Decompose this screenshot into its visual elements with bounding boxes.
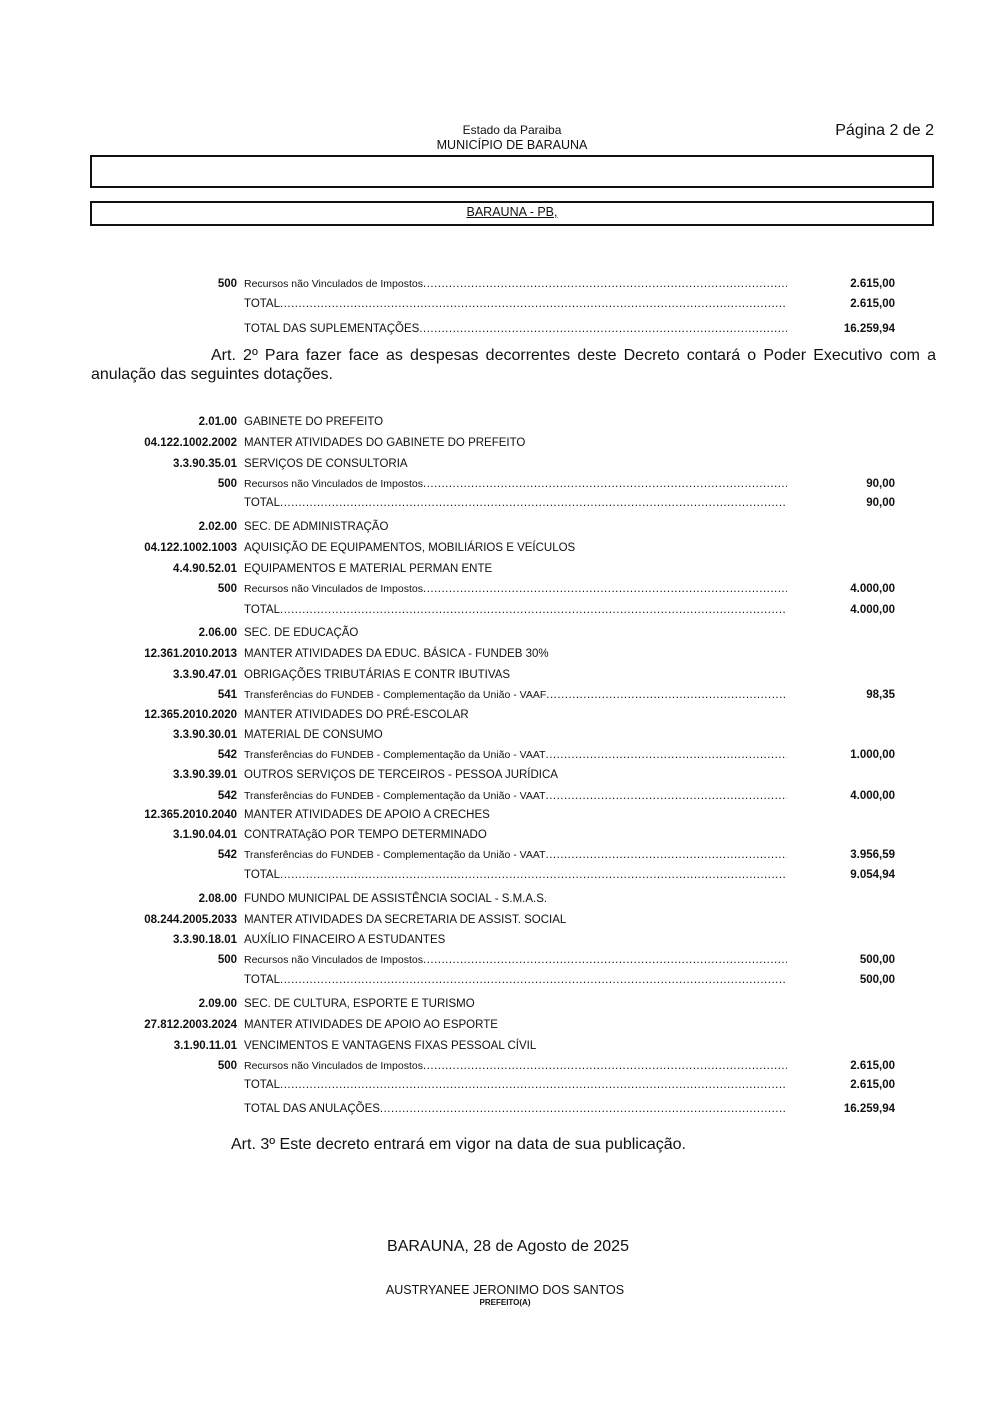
budget-description: OUTROS SERVIÇOS DE TERCEIROS - PESSOA JURÍDICA xyxy=(244,769,558,781)
budget-code: 3.3.90.30.01 xyxy=(173,729,237,741)
budget-description xyxy=(244,601,787,619)
budget-code: 542 xyxy=(217,790,237,802)
budget-code: 2.09.00 xyxy=(198,998,237,1010)
budget-description: CONTRATAçãO POR TEMPO DETERMINADO xyxy=(244,829,487,841)
dot-leader xyxy=(380,1100,787,1118)
budget-description: SEC. DE ADMINISTRAÇÃO xyxy=(244,521,389,533)
budget-row xyxy=(0,726,1000,744)
budget-amount: 16.259,94 xyxy=(843,1103,895,1115)
budget-code: 12.365.2010.2020 xyxy=(144,709,237,721)
budget-description-text: TOTAL xyxy=(244,974,280,986)
budget-row xyxy=(0,846,1000,864)
budget-description xyxy=(244,971,787,989)
budget-amount: 3.956,59 xyxy=(850,849,895,861)
dot-leader xyxy=(546,746,787,764)
budget-row xyxy=(0,413,1000,431)
budget-code: 500 xyxy=(217,583,237,595)
budget-description-text: TOTAL xyxy=(244,1079,280,1091)
budget-description: VENCIMENTOS E VANTAGENS FIXAS PESSOAL CÍVIL xyxy=(244,1040,537,1052)
budget-code: 500 xyxy=(217,954,237,966)
budget-amount: 90,00 xyxy=(866,497,895,509)
budget-row xyxy=(0,475,1000,493)
budget-description xyxy=(244,686,787,704)
budget-row xyxy=(0,494,1000,512)
budget-row xyxy=(0,911,1000,929)
budget-description-text: TOTAL DAS ANULAÇÕES xyxy=(244,1103,380,1115)
budget-row xyxy=(0,995,1000,1013)
budget-amount: 4.000,00 xyxy=(850,583,895,595)
budget-row xyxy=(0,624,1000,642)
budget-amount: 2.615,00 xyxy=(850,1060,895,1072)
header-box xyxy=(90,155,934,188)
budget-description: GABINETE DO PREFEITO xyxy=(244,416,384,428)
budget-code: 04.122.1002.1003 xyxy=(144,542,237,554)
signature-name: AUSTRYANEE JERONIMO DOS SANTOS xyxy=(385,1283,625,1297)
budget-row xyxy=(0,706,1000,724)
budget-row xyxy=(0,971,1000,989)
budget-description-text: Transferências do FUNDEB - Complementação da União - VAAF xyxy=(244,689,547,701)
budget-row xyxy=(0,518,1000,536)
budget-description-text: Transferências do FUNDEB - Complementação da União - VAAT xyxy=(244,790,546,802)
budget-description-text: Recursos não Vinculados de Impostos xyxy=(244,954,423,966)
budget-code: 3.3.90.39.01 xyxy=(173,769,237,781)
dot-leader xyxy=(423,475,787,493)
budget-description-text: Recursos não Vinculados de Impostos xyxy=(244,278,423,290)
budget-code: 3.3.90.35.01 xyxy=(173,458,237,470)
budget-code: 27.812.2003.2024 xyxy=(144,1019,237,1031)
budget-amount: 1.000,00 xyxy=(850,749,895,761)
budget-row xyxy=(0,931,1000,949)
budget-description xyxy=(244,1100,787,1118)
budget-description xyxy=(244,866,787,884)
dot-leader xyxy=(423,275,787,293)
budget-row xyxy=(0,275,1000,293)
budget-amount: 2.615,00 xyxy=(850,298,895,310)
budget-amount: 2.615,00 xyxy=(850,1079,895,1091)
article-2 xyxy=(91,346,936,384)
dot-leader xyxy=(280,295,787,313)
budget-description: OBRIGAÇÕES TRIBUTÁRIAS E CONTR IBUTIVAS xyxy=(244,669,511,681)
budget-description-text: Transferências do FUNDEB - Complementação da União - VAAT xyxy=(244,849,546,861)
budget-row xyxy=(0,434,1000,452)
budget-row xyxy=(0,746,1000,764)
budget-description: SEC. DE EDUCAÇÃO xyxy=(244,627,359,639)
budget-amount: 90,00 xyxy=(866,478,895,490)
budget-row xyxy=(0,601,1000,619)
budget-amount: 98,35 xyxy=(866,689,895,701)
budget-amount: 9.054,94 xyxy=(850,869,895,881)
budget-row xyxy=(0,1100,1000,1118)
date-line: BARAUNA, 28 de Agosto de 2025 xyxy=(387,1238,629,1255)
budget-description: AQUISIÇÃO DE EQUIPAMENTOS, MOBILIÁRIOS E VEÍCULOS xyxy=(244,542,576,554)
dot-leader xyxy=(546,846,787,864)
budget-code: 2.02.00 xyxy=(198,521,237,533)
header-municipality: MUNICÍPIO DE BARAUNA xyxy=(436,138,588,152)
budget-description: MANTER ATIVIDADES DA EDUC. BÁSICA - FUNDEB 30% xyxy=(244,648,549,660)
budget-description-text: Recursos não Vinculados de Impostos xyxy=(244,583,423,595)
budget-description: SEC. DE CULTURA, ESPORTE E TURISMO xyxy=(244,998,475,1010)
budget-description xyxy=(244,951,787,969)
budget-description xyxy=(244,746,787,764)
budget-description: MANTER ATIVIDADES DA SECRETARIA DE ASSIST. SOCIAL xyxy=(244,914,567,926)
dot-leader xyxy=(280,866,787,884)
budget-row xyxy=(0,539,1000,557)
budget-description: FUNDO MUNICIPAL DE ASSISTÊNCIA SOCIAL - S.M.A.S. xyxy=(244,893,548,905)
budget-amount: 4.000,00 xyxy=(850,604,895,616)
budget-description xyxy=(244,295,787,313)
budget-row xyxy=(0,766,1000,784)
budget-code: 2.01.00 xyxy=(198,416,237,428)
dot-leader xyxy=(423,951,787,969)
signature-role: PREFEITO(A) xyxy=(479,1298,531,1307)
budget-row xyxy=(0,666,1000,684)
budget-code: 04.122.1002.2002 xyxy=(144,437,237,449)
budget-description: MANTER ATIVIDADES DE APOIO AO ESPORTE xyxy=(244,1019,498,1031)
budget-row xyxy=(0,1076,1000,1094)
budget-row xyxy=(0,455,1000,473)
budget-code: 12.361.2010.2013 xyxy=(144,648,237,660)
budget-description: MANTER ATIVIDADES DO GABINETE DO PREFEITO xyxy=(244,437,526,449)
budget-description: MANTER ATIVIDADES DO PRÉ-ESCOLAR xyxy=(244,709,469,721)
budget-amount: 500,00 xyxy=(859,954,895,966)
budget-code: 08.244.2005.2033 xyxy=(144,914,237,926)
budget-description xyxy=(244,475,787,493)
budget-row xyxy=(0,1037,1000,1055)
budget-row xyxy=(0,826,1000,844)
dot-leader xyxy=(546,787,787,805)
budget-code: 3.3.90.18.01 xyxy=(173,934,237,946)
budget-description-text: TOTAL xyxy=(244,604,280,616)
budget-row xyxy=(0,560,1000,578)
budget-code: 500 xyxy=(217,278,237,290)
header-state: Estado da Paraiba xyxy=(462,123,562,137)
budget-description-text: TOTAL DAS SUPLEMENTAÇÕES xyxy=(244,323,420,335)
budget-description: EQUIPAMENTOS E MATERIAL PERMAN ENTE xyxy=(244,563,493,575)
budget-row xyxy=(0,686,1000,704)
budget-row xyxy=(0,1057,1000,1075)
budget-description: SERVIÇOS DE CONSULTORIA xyxy=(244,458,408,470)
dot-leader xyxy=(546,686,787,704)
budget-description: AUXÍLIO FINACEIRO A ESTUDANTES xyxy=(244,934,446,946)
budget-description-text: TOTAL xyxy=(244,497,280,509)
budget-code: 3.3.90.47.01 xyxy=(173,669,237,681)
budget-row xyxy=(0,295,1000,313)
budget-code: 2.08.00 xyxy=(198,893,237,905)
budget-row xyxy=(0,580,1000,598)
budget-code: 3.1.90.04.01 xyxy=(173,829,237,841)
budget-code: 3.1.90.11.01 xyxy=(173,1040,237,1052)
budget-code: 500 xyxy=(217,1060,237,1072)
budget-description xyxy=(244,787,787,805)
budget-amount: 16.259,94 xyxy=(843,323,895,335)
budget-row xyxy=(0,806,1000,824)
page-number: Página 2 de 2 xyxy=(835,122,934,139)
budget-row xyxy=(0,645,1000,663)
budget-description xyxy=(244,846,787,864)
budget-code: 542 xyxy=(217,749,237,761)
budget-row xyxy=(0,866,1000,884)
article-2-text: Art. 2º Para fazer face as despesas decorrentes deste Decreto contará o Poder Executivo com a anulação das seguintes dotações. xyxy=(91,347,936,383)
dot-leader xyxy=(423,580,787,598)
budget-code: 2.06.00 xyxy=(198,627,237,639)
budget-row xyxy=(0,320,1000,338)
budget-description xyxy=(244,320,787,338)
dot-leader xyxy=(419,320,787,338)
budget-description xyxy=(244,580,787,598)
budget-row xyxy=(0,1016,1000,1034)
budget-description-text: TOTAL xyxy=(244,869,280,881)
budget-row xyxy=(0,787,1000,805)
budget-description-text: TOTAL xyxy=(244,298,280,310)
budget-code: 4.4.90.52.01 xyxy=(173,563,237,575)
budget-description: MANTER ATIVIDADES DE APOIO A CRECHES xyxy=(244,809,490,821)
dot-leader xyxy=(280,601,787,619)
budget-description-text: Transferências do FUNDEB - Complementação da União - VAAT xyxy=(244,749,546,761)
budget-code: 541 xyxy=(217,689,237,701)
budget-description xyxy=(244,494,787,512)
budget-code: 542 xyxy=(217,849,237,861)
dot-leader xyxy=(280,1076,787,1094)
budget-amount: 2.615,00 xyxy=(850,278,895,290)
dot-leader xyxy=(280,971,787,989)
budget-amount: 4.000,00 xyxy=(850,790,895,802)
dot-leader xyxy=(423,1057,787,1075)
budget-code: 12.365.2010.2040 xyxy=(144,809,237,821)
dot-leader xyxy=(280,494,787,512)
article-3: Art. 3º Este decreto entrará em vigor na data de sua publicação. xyxy=(231,1136,686,1153)
budget-row xyxy=(0,890,1000,908)
budget-description-text: Recursos não Vinculados de Impostos xyxy=(244,1060,423,1072)
budget-code: 500 xyxy=(217,478,237,490)
budget-amount: 500,00 xyxy=(859,974,895,986)
budget-description xyxy=(244,1057,787,1075)
budget-description xyxy=(244,1076,787,1094)
budget-description-text: Recursos não Vinculados de Impostos xyxy=(244,478,423,490)
location-text: BARAUNA - PB, xyxy=(466,205,558,219)
budget-description: MATERIAL DE CONSUMO xyxy=(244,729,383,741)
budget-description xyxy=(244,275,787,293)
budget-row xyxy=(0,951,1000,969)
